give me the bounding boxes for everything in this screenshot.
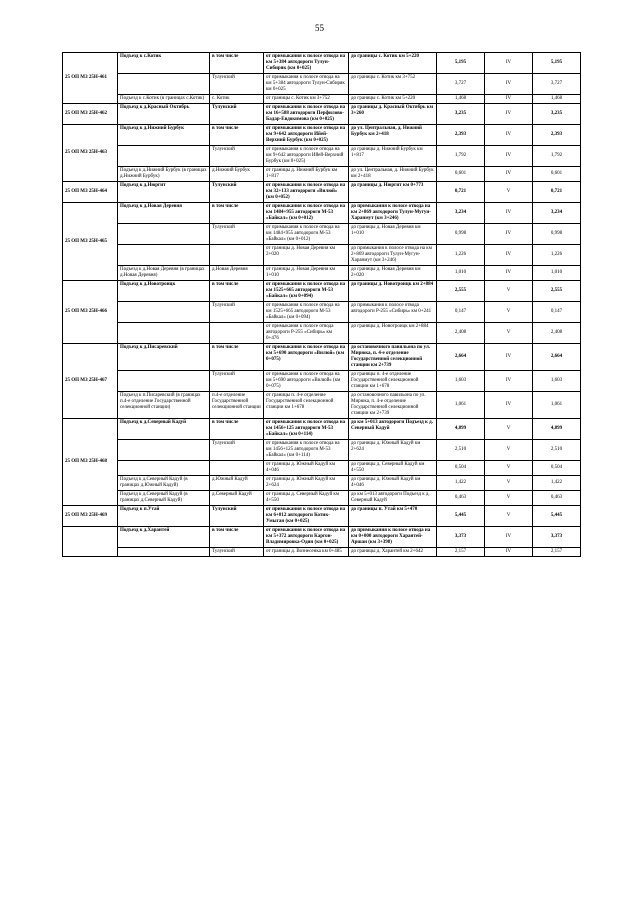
road-code-cell: 25 ОП МЗ 25Н-462 [63, 104, 118, 125]
length-cell: 0,721 [437, 182, 485, 203]
length-cell: 3,373 [437, 527, 485, 548]
district-cell: д.Нижний Бурбук [210, 167, 264, 182]
length-total-cell: 2,555 [533, 281, 581, 302]
length-cell: 0,998 [437, 224, 485, 245]
road-name-cell: Подъезд к д.Северный Кадуй (в границах д.Южный Кадуй) [118, 476, 210, 491]
length-total-cell: 3,373 [533, 527, 581, 548]
category-cell: IV [485, 146, 533, 167]
start-point-cell: от примыкания к полосе отвода на км 9+642 автодороги Ийей-Верхний Бурбук (км 0+025) [264, 146, 349, 167]
district-cell: Тулунский [210, 548, 264, 557]
end-point-cell: до примыкания к полосе отвода на км 2+869 автодороги Тулун-Мугун-Харанмут (км 3+246) [349, 203, 437, 224]
length-cell: 2,555 [437, 281, 485, 302]
length-cell: 0,147 [437, 302, 485, 323]
length-cell: 1,010 [437, 266, 485, 281]
table-row [63, 104, 581, 125]
category-cell: IV [485, 392, 533, 419]
length-total-cell: 2,510 [533, 440, 581, 461]
district-cell: в том числе [210, 419, 264, 440]
start-point-cell: от примыкания к полосе отвода на км 1456+125 автодороги М-53 «Байкал» (км 0+114) [264, 440, 349, 461]
category-cell: IV [485, 224, 533, 245]
table-row [63, 302, 581, 323]
table-row [63, 53, 581, 74]
end-point-cell: до ул. Центральная, д. Нижний Бурбук км 2+418 [349, 125, 437, 146]
district-cell: Тулунский [210, 182, 264, 203]
road-name-cell: Подъезд к д.Новая Деревня [118, 203, 210, 224]
category-cell: V [485, 302, 533, 323]
end-point-cell: до границы д. Новотроицк км 2+884 [349, 281, 437, 302]
category-cell: V [485, 506, 533, 527]
road-name-cell: Подъезд к д.Новотроицк [118, 281, 210, 302]
road-name-cell: Подъезд к д.Новая Деревня (в границах д.Новая Деревня) [118, 266, 210, 281]
road-name-cell [118, 74, 210, 95]
road-name-cell: Подъезд к д.Писаревский [118, 344, 210, 371]
table-row [63, 344, 581, 371]
road-name-cell [118, 245, 210, 266]
length-total-cell: 0,463 [533, 491, 581, 506]
length-cell: 4,899 [437, 419, 485, 440]
length-cell: 1,468 [437, 95, 485, 104]
road-code-cell [63, 527, 118, 557]
start-point-cell: от примыкания к полосе отвода на км 6+812 автодороги Котик-Умыган (км 0+025) [264, 506, 349, 527]
road-name-cell: Подъезд к д.Северный Кадуй [118, 419, 210, 440]
road-name-cell [118, 371, 210, 392]
length-total-cell: 2,408 [533, 323, 581, 344]
road-name-cell [118, 302, 210, 323]
length-total-cell: 1,422 [533, 476, 581, 491]
table-row [63, 224, 581, 245]
length-total-cell: 2,393 [533, 125, 581, 146]
length-cell: 0,601 [437, 167, 485, 182]
table-row [63, 491, 581, 506]
table-row [63, 371, 581, 392]
table-row [63, 281, 581, 302]
road-name-cell [118, 548, 210, 557]
end-point-cell: до границы д. Южный Кадуй км 2+624 [349, 440, 437, 461]
length-total-cell: 5,445 [533, 506, 581, 527]
district-cell: д.Новая Деревня [210, 266, 264, 281]
length-total-cell: 1,792 [533, 146, 581, 167]
end-point-cell: до границы д. Новая Деревня км 1+010 [349, 224, 437, 245]
length-cell: 3,235 [437, 104, 485, 125]
start-point-cell: от примыкания к полосе отвода на км 1484+955 автодороги М-53 «Байкал» (км 0+012) [264, 203, 349, 224]
start-point-cell: от примыкания к полосе отвода на км 32+133 автодороги «Вилюй» (км 0+052) [264, 182, 349, 203]
length-total-cell: 4,899 [533, 419, 581, 440]
end-point-cell: до примыкания к полосе отвода на км 2+869 автодороги Тулун-Мугун-Харанмут (км 3+246) [349, 245, 437, 266]
end-point-cell: до границы с. Котик км 3+752 [349, 74, 437, 95]
length-cell: 1,603 [437, 371, 485, 392]
length-total-cell: 0,504 [533, 461, 581, 476]
start-point-cell: от границы д. Южный Кадуй км 4+046 [264, 461, 349, 476]
category-cell: IV [485, 203, 533, 224]
length-cell: 2,408 [437, 323, 485, 344]
category-cell: V [485, 440, 533, 461]
road-name-cell [118, 224, 210, 245]
road-name-cell: Подъезд к с.Котик [118, 53, 210, 74]
end-point-cell: до примыкания к полосе отвода автодороги Р-255 «Сибирь» км 0+241 [349, 302, 437, 323]
length-total-cell: 3,235 [533, 104, 581, 125]
length-cell: 5,195 [437, 53, 485, 74]
length-total-cell: 1,226 [533, 245, 581, 266]
length-cell: 2,157 [437, 548, 485, 557]
road-name-cell: Подъезд к д.Нюргит [118, 182, 210, 203]
table-row [63, 266, 581, 281]
road-name-cell: Подъезд к д.Нижний Бурбук (в границах д.Нижний Бурбук) [118, 167, 210, 182]
road-name-cell [118, 440, 210, 461]
start-point-cell: от примыкания к полосе отвода на км 5+372 автодороги Каргон-Владимировка-Один (км 0+025) [264, 527, 349, 548]
end-point-cell: до остановочного павильона по ул. Мирюка, п. 4-е отделение Государственной селекционной станции км 2+739 [349, 392, 437, 419]
start-point-cell: от границы п. 4-е отделение Государственной селекционной станции км 1+678 [264, 392, 349, 419]
road-name-cell: Подъезд к с.Котик (в границах с.Котик) [118, 95, 210, 104]
end-point-cell: до границы с. Котик км 5+220 [349, 95, 437, 104]
start-point-cell: от примыкания к полосе отвода на км 1484+955 автодороги М-53 «Байкал» (км 0+012) [264, 224, 349, 245]
end-point-cell: до границы д. Нижний Бурбук км 1+817 [349, 146, 437, 167]
start-point-cell: от примыкания к полосе отвода на км 16+588 автодороги Перфилово-Бадар-Евдокимова (км 0+025) [264, 104, 349, 125]
length-cell: 3,727 [437, 74, 485, 95]
page-number: 55 [315, 23, 324, 33]
district-cell: Тулунский [210, 224, 264, 245]
road-name-cell: Подъезд к д.Нижний Бурбук [118, 125, 210, 146]
table-row [63, 74, 581, 95]
road-code-cell: 25 ОП МЗ 25Н-465 [63, 203, 118, 281]
district-cell [210, 461, 264, 476]
start-point-cell: от примыкания к полосе отвода на км 1525+665 автодороги М-53 «Байкал» (км 0+094) [264, 281, 349, 302]
table-row [63, 95, 581, 104]
length-total-cell: 0,721 [533, 182, 581, 203]
length-total-cell: 0,147 [533, 302, 581, 323]
length-total-cell: 1,061 [533, 392, 581, 419]
district-cell: Тулунский [210, 302, 264, 323]
roads-table [62, 52, 581, 557]
length-total-cell: 1,010 [533, 266, 581, 281]
length-cell: 3,234 [437, 203, 485, 224]
category-cell: IV [485, 371, 533, 392]
length-total-cell: 3,727 [533, 74, 581, 95]
start-point-cell: от примыкания к полосе отвода на км 5+384 автодороги Тулун-Сибиряк (км 0+025) [264, 53, 349, 74]
district-cell: в том числе [210, 125, 264, 146]
end-point-cell: до границы д. Нюргит км 0+773 [349, 182, 437, 203]
category-cell: IV [485, 95, 533, 104]
start-point-cell: от границы д. Новая Деревня км 1+010 [264, 266, 349, 281]
category-cell: V [485, 419, 533, 440]
road-code-cell: 25 ОП МЗ 25Н-466 [63, 281, 118, 344]
district-cell [210, 245, 264, 266]
road-code-cell: 25 ОП МЗ 25Н-468 [63, 419, 118, 506]
length-cell: 2,664 [437, 344, 485, 371]
road-name-cell: Подъезд к д.Красный Октябрь [118, 104, 210, 125]
length-cell: 0,463 [437, 491, 485, 506]
district-cell: Тулунский [210, 371, 264, 392]
end-point-cell: до км 5+013 автодороги Подъезд к д. Северный Кадуй [349, 419, 437, 440]
end-point-cell: до остановочного павильона по ул. Мирюка, п. 4-е отделение Государственной селекционной станции км 2+739 [349, 344, 437, 371]
table-row [63, 476, 581, 491]
length-total-cell: 1,468 [533, 95, 581, 104]
end-point-cell: до ул. Центральная, д. Нижний Бурбук км 2+418 [349, 167, 437, 182]
district-cell: Тулунский [210, 74, 264, 95]
district-cell: д.Южный Кадуй [210, 476, 264, 491]
road-name-cell [118, 146, 210, 167]
start-point-cell: от границы д. Новая Деревня км 2+020 [264, 245, 349, 266]
end-point-cell: до км 5+013 автодороги Подъезд к д. Северный Кадуй [349, 491, 437, 506]
category-cell: IV [485, 125, 533, 146]
district-cell: в том числе [210, 53, 264, 74]
start-point-cell: от границы с. Котик км 3+752 [264, 95, 349, 104]
category-cell: V [485, 491, 533, 506]
start-point-cell: от границы д. Вознесенка км 0+485 [264, 548, 349, 557]
table-row [63, 146, 581, 167]
district-cell: Тулунский [210, 440, 264, 461]
end-point-cell: до границы д. Красный Октябрь км 3+260 [349, 104, 437, 125]
district-cell: в том числе [210, 344, 264, 371]
start-point-cell: от границы д. Северный Кадуй км 4+550 [264, 491, 349, 506]
start-point-cell: от границы д. Нижний Бурбук км 1+817 [264, 167, 349, 182]
start-point-cell: от примыкания к полосе отвода автодороги Р-255 «Сибирь» км 0+476 [264, 323, 349, 344]
length-total-cell: 0,601 [533, 167, 581, 182]
end-point-cell: до границы д. Новотроицк км 2+884 [349, 323, 437, 344]
table-row [63, 182, 581, 203]
road-name-cell: Подъезд к п.Писаревский (в границах п.4-е отделение Государственной селекционной станции) [118, 392, 210, 419]
end-point-cell: до границы п. Утай км 5+470 [349, 506, 437, 527]
category-cell: IV [485, 527, 533, 548]
length-cell: 5,445 [437, 506, 485, 527]
district-cell: п.4-е отделение Государственной селекционной станции [210, 392, 264, 419]
category-cell: V [485, 182, 533, 203]
table-row [63, 167, 581, 182]
length-cell: 1,792 [437, 146, 485, 167]
table-row [63, 548, 581, 557]
district-cell: в том числе [210, 527, 264, 548]
category-cell: IV [485, 548, 533, 557]
road-name-cell: Подъезд к д.Харантей [118, 527, 210, 548]
start-point-cell: от границы д. Южный Кадуй км 2+624 [264, 476, 349, 491]
table-row [63, 440, 581, 461]
length-total-cell: 5,195 [533, 53, 581, 74]
category-cell: V [485, 476, 533, 491]
table-row [63, 323, 581, 344]
category-cell: IV [485, 74, 533, 95]
end-point-cell: до границы д. Новая Деревня км 2+020 [349, 266, 437, 281]
district-cell: с. Котик [210, 95, 264, 104]
road-code-cell: 25 ОП МЗ 25Н-467 [63, 344, 118, 419]
length-cell: 1,226 [437, 245, 485, 266]
length-cell: 2,393 [437, 125, 485, 146]
length-total-cell: 2,157 [533, 548, 581, 557]
district-cell: Тулунский [210, 104, 264, 125]
road-code-cell: 25 ОП МЗ 25Н-469 [63, 506, 118, 527]
end-point-cell: до границы д. Северный Кадуй км 4+550 [349, 461, 437, 476]
length-total-cell: 3,234 [533, 203, 581, 224]
category-cell: IV [485, 245, 533, 266]
start-point-cell: от примыкания к полосе отвода на км 5+384 автодороги Тулун-Сибиряк км 0+025 [264, 74, 349, 95]
start-point-cell: от примыкания к полосе отвода на км 1456+125 автодороги М-53 «Байкал» (км 0+114) [264, 419, 349, 440]
end-point-cell: до примыкания к полосе отвода на км 0+000 автодороги Харантей-Аршан (км 3+398) [349, 527, 437, 548]
category-cell: IV [485, 266, 533, 281]
end-point-cell: до границы с. Котик км 5+220 [349, 53, 437, 74]
table-row [63, 461, 581, 476]
category-cell: V [485, 281, 533, 302]
end-point-cell: до границы п. 4-е отделение Государственной селекционной станции км 1+678 [349, 371, 437, 392]
district-cell: в том числе [210, 281, 264, 302]
district-cell: Тулунский [210, 506, 264, 527]
length-total-cell: 0,998 [533, 224, 581, 245]
length-cell: 2,510 [437, 440, 485, 461]
length-cell: 1,422 [437, 476, 485, 491]
district-cell: в том числе [210, 203, 264, 224]
end-point-cell: до границы д. Южный Кадуй км 4+046 [349, 476, 437, 491]
district-cell [210, 323, 264, 344]
district-cell: Тулунский [210, 146, 264, 167]
district-cell: д.Северный Кадуй [210, 491, 264, 506]
length-cell: 0,504 [437, 461, 485, 476]
start-point-cell: от примыкания к полосе отвода на км 5+690 автодороги «Вилюй» (км 0+075) [264, 371, 349, 392]
start-point-cell: от примыкания к полосе отвода на км 1525+665 автодороги М-53 «Байкал» (км 0+094) [264, 302, 349, 323]
start-point-cell: от примыкания к полосе отвода на км 9+642 автодороги Ийей-Верхний Бурбук (км 0+025) [264, 125, 349, 146]
length-total-cell: 1,603 [533, 371, 581, 392]
category-cell: IV [485, 344, 533, 371]
road-name-cell [118, 461, 210, 476]
road-code-cell: 25 ОП МЗ 25Н-463 [63, 125, 118, 182]
road-code-cell: 25 ОП МЗ 25Н-464 [63, 182, 118, 203]
category-cell: IV [485, 104, 533, 125]
table-row [63, 245, 581, 266]
start-point-cell: от примыкания к полосе отвода на км 5+690 автодороги «Вилюй» (км 0+075) [264, 344, 349, 371]
category-cell: IV [485, 53, 533, 74]
road-name-cell [118, 323, 210, 344]
table-row [63, 506, 581, 527]
table-row [63, 125, 581, 146]
category-cell: IV [485, 167, 533, 182]
category-cell: V [485, 323, 533, 344]
road-name-cell: Подъезд к п.Утай [118, 506, 210, 527]
category-cell: V [485, 461, 533, 476]
length-cell: 1,061 [437, 392, 485, 419]
end-point-cell: до границы д. Харантей км 2+642 [349, 548, 437, 557]
road-code-cell: 25 ОП МЗ 25Н-461 [63, 53, 118, 104]
table-row [63, 419, 581, 440]
road-name-cell: Подъезд к д.Северный Кадуй (в границах д.Северный Кадуй) [118, 491, 210, 506]
table-row [63, 527, 581, 548]
table-row [63, 203, 581, 224]
length-total-cell: 2,664 [533, 344, 581, 371]
table-row [63, 392, 581, 419]
